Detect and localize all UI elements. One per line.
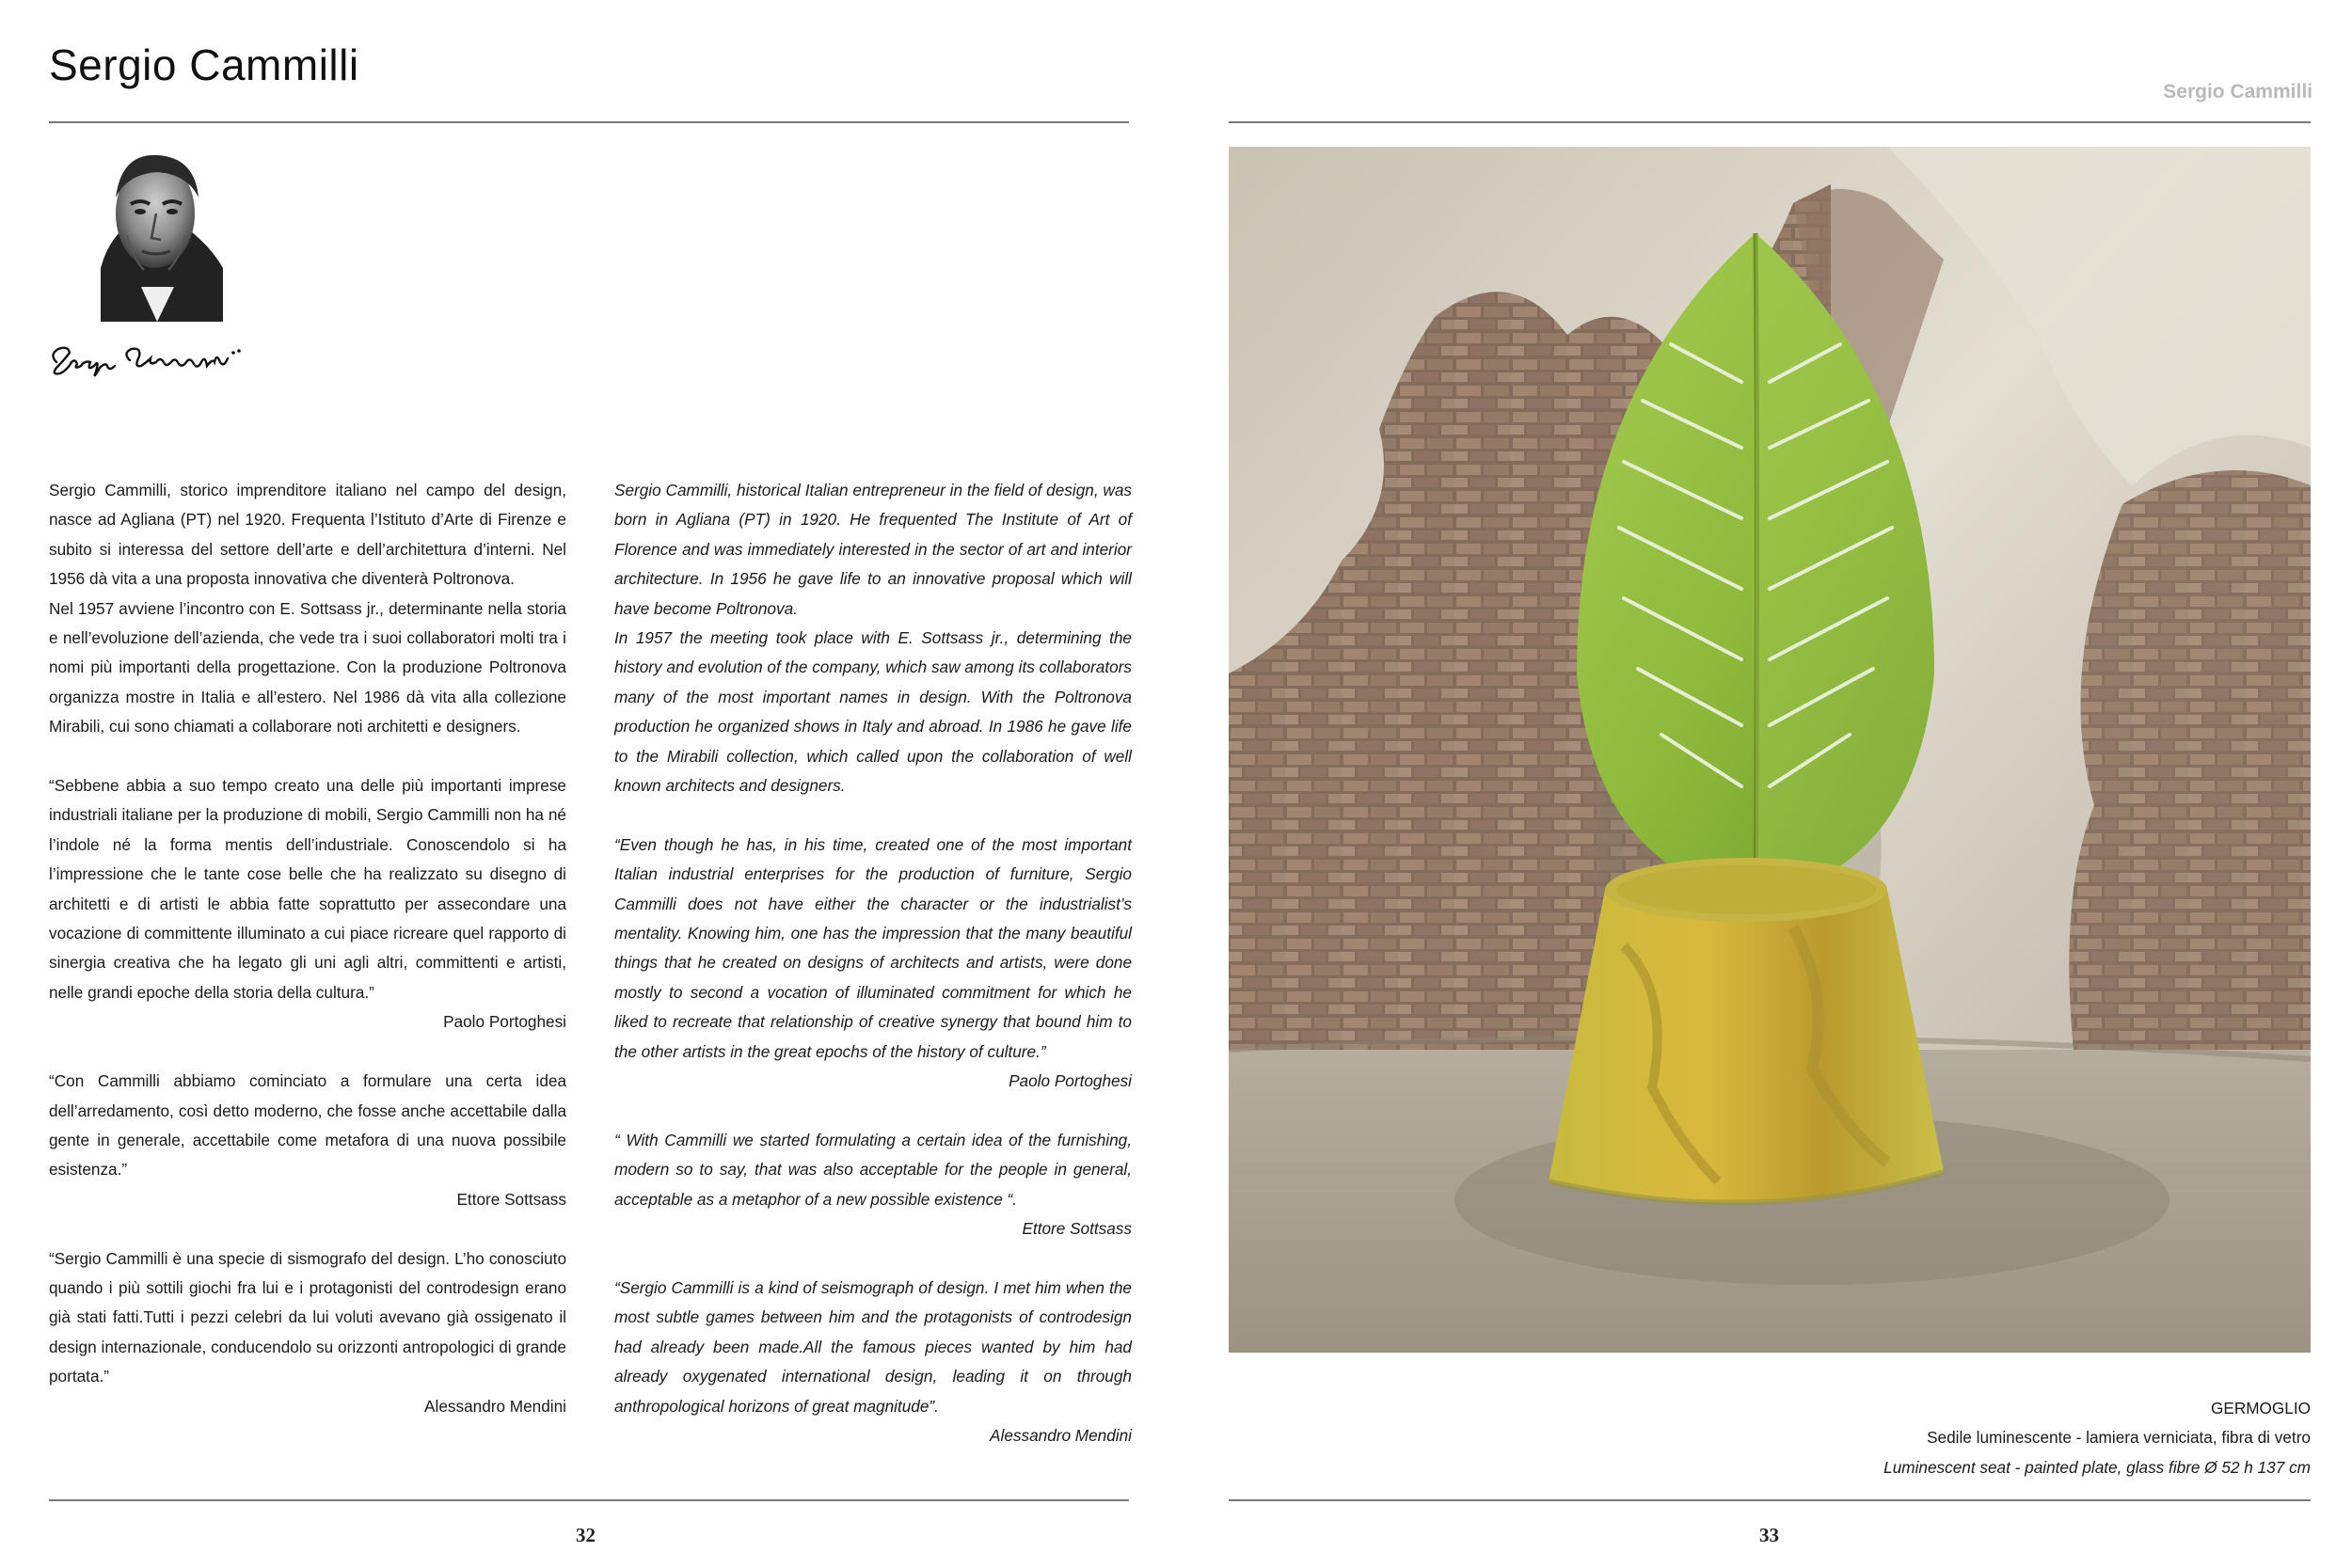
quote-portoghesi: “Sebbene abbia a suo tempo creato una delle più importanti imprese industriali italiane per la produzione di mobili, Sergio Cammilli non ha né l’indole né la forma mentis dell’industriale. Conoscendolo si ha l’impressione che le tante cose belle che ha realizzato su disegno di architetti e di artisti le abbia fatte soprattutto per assecondare una vocazione di committente illuminato a cui piace ricreare quel rapporto di sinergia creativa che ha legato gli uni agli altri, committenti e artisti, nelle grandi epoche della storia della cultura.” (49, 776, 566, 1002)
quote-portoghesi: “Even though he has, in his time, created one of the most important Italian industrial enterprises for the production of furniture, Sergio Cammilli does not have either the character or the industrialist’s mentality. Knowing him, one has the impression that the many beautiful things that he created on designs of architects and artists, were done mostly to second a vocation of illuminated commitment for which he liked to recreate that relationship of creative synergy that bound him to the other artists in the great epochs of the history of culture.” (614, 834, 1132, 1061)
bio-paragraph: Nel 1957 avviene l’incontro con E. Sottsass jr., determinante nella storia e nell’evoluzione dell’azienda, che vede tra i suoi collaboratori molti tra i nomi più importanti della progettazione. Con la produzione Poltronova organizza mostre in Italia e all’estero. Nel 1986 dà vita alla collezione Mirabili, cui sono chiamati a collaborare noti architetti e designers. (49, 598, 566, 736)
header-rule (1229, 121, 2311, 123)
quote-mendini: “Sergio Cammilli is a kind of seismograph of design. I met him when the most subtle games between him and the protagonists of controdesign had already been made.All the famous pieces wanted by him had already oxygenated international design, leading it on through anthropological horizons of great magnitude”. (614, 1277, 1132, 1416)
quote-author: Alessandro Mendini (990, 1425, 1132, 1445)
quote-mendini: “Sergio Cammilli è una specie di sismografo del design. L’ho conosciuto quando i più sottili giochi fra lui e i protagonisti del controdesign erano già stati fatti.Tutti i pezzi celebri da lui voluti avevano già ossigenato il design internazionale, conducendolo su orizzonti antropologici di grande portata.” (49, 1248, 566, 1386)
page-title: Sergio Cammilli (49, 40, 359, 89)
signature-image (47, 334, 249, 385)
page-number: 32 (576, 1524, 596, 1546)
bio-paragraph: Sergio Cammilli, historical Italian entrepreneur in the field of design, was born in Agliana (PT) in 1920. He frequented The Institute of Art of Florence and was immediately interested in the sector of art and interior architecture. In 1956 he gave life to an innovative proposal which will have become Poltronova. (614, 481, 1132, 618)
caption-english: Luminescent seat - painted plate, glass fibre Ø 52 h 137 cm (1883, 1457, 2311, 1477)
italian-column (49, 476, 566, 1421)
quote-author: Alessandro Mendini (424, 1396, 566, 1416)
portrait-photo (89, 146, 223, 322)
english-column (614, 476, 1132, 1450)
product-photo (1229, 147, 2311, 1353)
running-head: Sergio Cammilli (2163, 81, 2312, 103)
header-rule (49, 121, 1129, 123)
footer-rule (49, 1499, 1129, 1501)
quote-author: Paolo Portoghesi (1009, 1071, 1132, 1091)
caption-italian: Sedile luminescente - lamiera verniciata, fibra di vetro (1927, 1428, 2311, 1448)
footer-rule (1229, 1499, 2311, 1501)
photo-caption (1883, 1394, 2311, 1482)
bio-paragraph: Sergio Cammilli, storico imprenditore italiano nel campo del design, nasce ad Agliana (PT) nel 1920. Frequenta l’Istituto d’Arte di Firenze e subito si interessa del settore dell’arte e dell’architettura d’interni. Nel 1956 dà vita a una proposta innovativa che diventerà Poltronova. (49, 481, 566, 589)
quote-sottsass: “ With Cammilli we started formulating a certain idea of the furnishing, modern so to say, that was also acceptable for the people in general, acceptable as a metaphor of a new possible existence “. (614, 1130, 1132, 1209)
quote-sottsass: “Con Cammilli abbiamo cominciato a formulare una certa idea dell’arredamento, così detto moderno, che fosse anche accettabile dalla gente in generale, accettabile come metafora di una nuova possibile esistenza.” (49, 1071, 566, 1180)
quote-author: Paolo Portoghesi (443, 1012, 566, 1032)
quote-author: Ettore Sottsass (1022, 1219, 1132, 1239)
page-number: 33 (1759, 1524, 1779, 1546)
caption-title: GERMOGLIO (2210, 1399, 2311, 1418)
quote-author: Ettore Sottsass (456, 1189, 566, 1209)
bio-paragraph: In 1957 the meeting took place with E. Sottsass jr., determining the history and evolution of the company, which saw among its collaborators many of the most important names in design. With the Poltronova production he organized shows in Italy and abroad. In 1986 he gave life to the Mirabili collection, which called upon the collaboration of well known architects and designers. (614, 628, 1132, 796)
right-page (1176, 0, 2352, 1568)
